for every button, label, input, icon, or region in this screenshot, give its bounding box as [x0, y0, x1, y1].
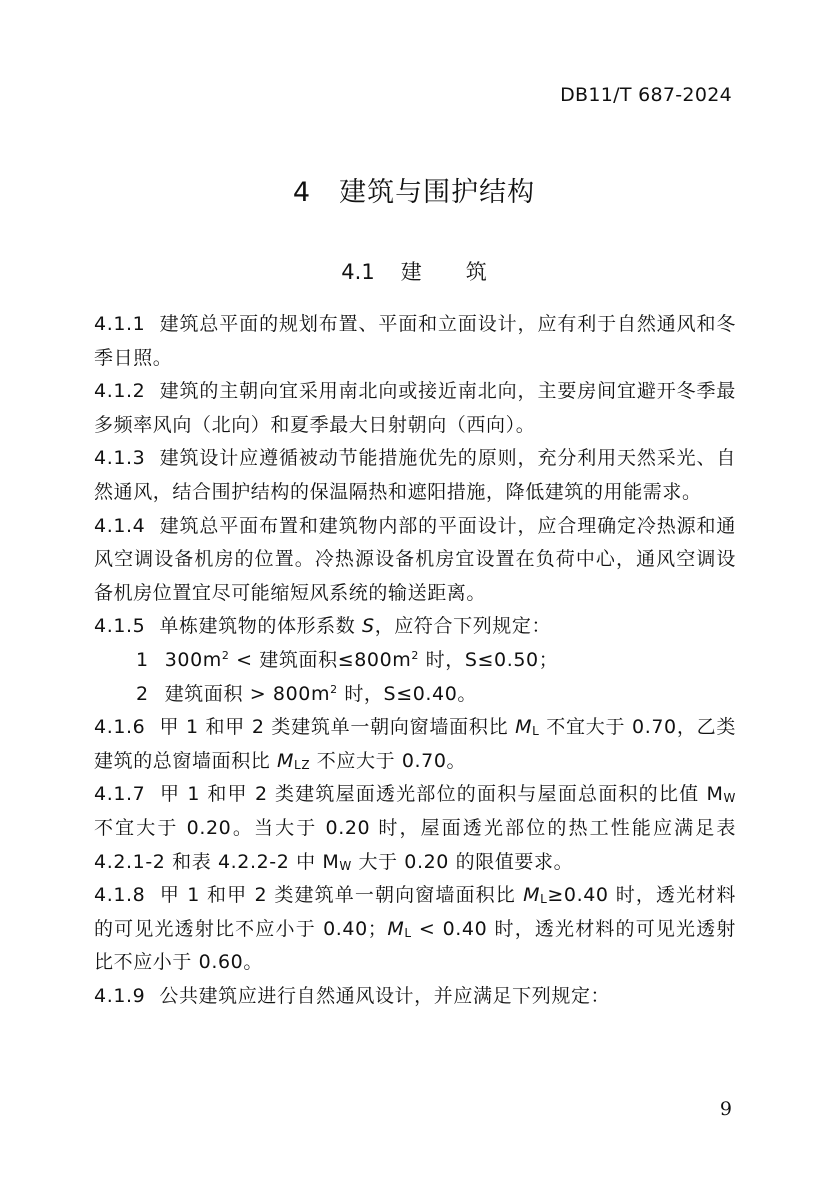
chapter-number: 4 [292, 177, 312, 208]
clause-text: 甲 1 和甲 2 类建筑单一朝向窗墙面积比 [159, 716, 516, 739]
list-item [94, 644, 736, 678]
standard-code: DB11/T 687-2024 [560, 84, 732, 106]
clause-number: 4.1.1 [94, 313, 146, 335]
subscript: L [532, 724, 540, 739]
superscript: 2 [411, 648, 420, 662]
clause-text: 甲 1 和甲 2 类建筑单一朝向窗墙面积比 [159, 884, 524, 907]
clause-text: 公共建筑应进行自然通风设计，并应满足下列规定： [159, 984, 611, 1007]
window-wall-ratio-symbol: M [387, 917, 405, 940]
clause-text: 不应大于 0.70。 [310, 749, 467, 772]
clause-number: 4.1.5 [94, 615, 146, 638]
list-item [94, 678, 736, 712]
window-wall-ratio-symbol: M [515, 716, 533, 739]
document-body [94, 308, 736, 1013]
window-wall-ratio-symbol: M [277, 749, 295, 772]
subscript: LZ [294, 757, 311, 772]
clause-number: 4.1.6 [94, 716, 146, 739]
clause-4-1-8 [94, 879, 736, 980]
section-name: 建筑 [400, 260, 531, 284]
clause-number: 4.1.4 [94, 514, 146, 537]
clause-text: 甲 1 和甲 2 类建筑屋面透光部位的面积与屋面总面积的比值 M [159, 783, 724, 806]
clause-number: 4.1.3 [94, 447, 146, 470]
clause-text: 不宜大于 0.20。当大于 0.20 时，屋面透光部位的热工性能应满足表 4.2.1-2 和表 4.2.2-2 中 M [94, 816, 736, 873]
clause-4-1-5 [94, 610, 736, 644]
clause-text: 建筑总平面布置和建筑物内部的平面设计，应合理确定冷热源和通风空调设备机房的位置。冷热源设备机房宜设置在负荷中心，通风空调设备机房位置宜尽可能缩短风系统的输送距离。 [94, 514, 736, 604]
clause-4-1-6 [94, 711, 736, 778]
subscript: L [540, 892, 548, 907]
page-number: 9 [719, 1098, 732, 1120]
clause-text: 建筑的主朝向宜采用南北向或接近南北向，主要房间宜避开冬季最多频率风向（北向）和夏季最大日射朝向（西向）。 [94, 380, 736, 436]
clause-text: 大于 0.20 的限值要求。 [351, 850, 574, 873]
clause-text: 建筑设计应遵循被动节能措施优先的原则，充分利用天然采光、自然通风，结合围护结构的保温隔热和遮阳措施，降低建筑的用能需求。 [94, 447, 736, 503]
chapter-title [0, 170, 828, 209]
section-title [0, 256, 828, 286]
item-text: < 建筑面积≤800m [229, 648, 412, 671]
subscript: L [404, 925, 412, 940]
section-number: 4.1 [341, 260, 375, 284]
clause-text: 不宜大于 0.70，乙类建筑的总窗墙面积比 [94, 716, 736, 772]
clause-4-1-1 [94, 308, 736, 375]
item-text: 时，S≤0.50； [419, 648, 559, 671]
superscript: 2 [221, 648, 230, 662]
item-text: 时，S≤0.40。 [337, 682, 478, 705]
chapter-name: 建筑与围护结构 [339, 177, 536, 208]
subscript: W [339, 858, 352, 873]
window-wall-ratio-symbol: M [523, 884, 541, 907]
clause-4-1-2 [94, 375, 736, 442]
clause-4-1-4 [94, 510, 736, 611]
superscript: 2 [330, 682, 338, 696]
shape-coefficient-symbol: S [362, 615, 375, 638]
clause-text: 建筑总平面的规划布置、平面和立面设计，应有利于自然通风和冬季日照。 [94, 313, 736, 369]
clause-number: 4.1.7 [94, 783, 146, 806]
clause-4-1-7 [94, 778, 736, 879]
item-number: 1 [136, 648, 149, 671]
clause-text: ，应符合下列规定： [374, 615, 552, 638]
item-number: 2 [136, 682, 149, 705]
subscript: W [723, 791, 736, 806]
clause-number: 4.1.2 [94, 380, 146, 403]
clause-text: < 0.40 时，透光材料的可见光透射比不应小于 0.60。 [94, 917, 736, 974]
item-text: 300m [164, 648, 222, 671]
clause-text: ≥0.40 时，透光材料的可见光透射比不应小于 0.40； [94, 884, 737, 940]
clause-number: 4.1.9 [94, 984, 146, 1007]
item-text: 建筑面积 > 800m [164, 682, 331, 705]
clause-text: 单栋建筑物的体形系数 [159, 615, 356, 638]
clause-number: 4.1.8 [94, 884, 146, 907]
clause-4-1-3 [94, 442, 736, 509]
clause-4-1-9 [94, 980, 736, 1014]
